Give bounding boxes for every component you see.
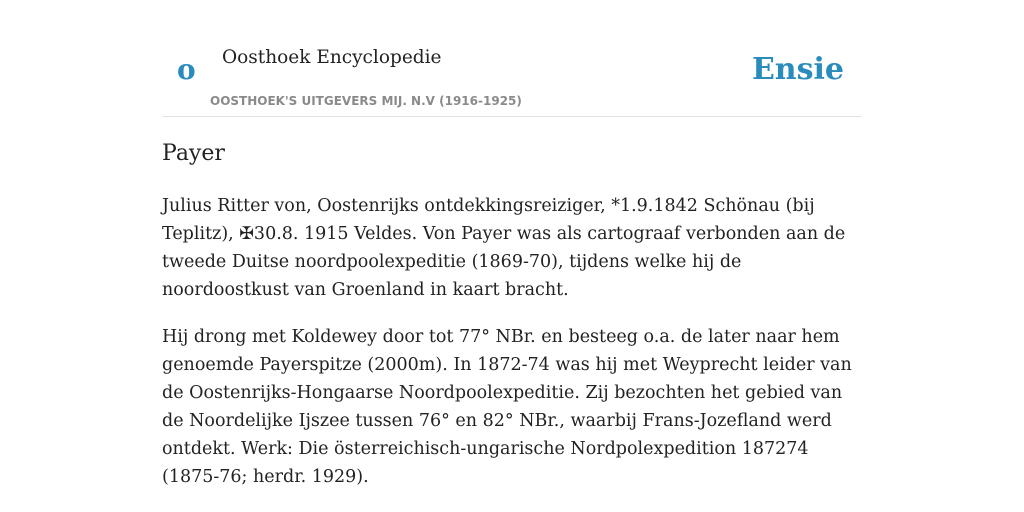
- logo-icon[interactable]: o: [177, 53, 196, 86]
- entry-body: [162, 192, 862, 510]
- entry-paragraph-1: Julius Ritter von, Oostenrijks ontdekkingsreiziger, *1.9.1842 Schönau (bij Teplitz), ✠30.8. 1915 Veldes. Von Payer was als cartograaf verbonden aan de tweede Duitse noordpoolexpeditie (1869-70), tijdens welke hij de noordoostkust van Groenland in kaart bracht.: [162, 196, 846, 300]
- site-title-link[interactable]: Oosthoek Encyclopedie: [222, 47, 442, 68]
- publisher-subtitle: OOSTHOEK'S UITGEVERS MIJ. N.V (1916-1925): [210, 94, 522, 108]
- entry-title: Payer: [162, 141, 225, 166]
- brand-logo[interactable]: Ensie: [751, 52, 844, 87]
- site-header: [162, 0, 862, 117]
- entry-paragraph-2: Hij drong met Koldewey door tot 77° NBr. en besteeg o.a. de later naar hem genoemde Payerspitze (2000m). In 1872-74 was hij met Weyprecht leider van de Oostenrijks-Hongaarse Noordpoolexpeditie. Zij bezochten het gebied van de Noordelijke Ijszee tussen 76° en 82° NBr., waarbij Frans-Jozefland werd ontdekt. Werk: Die österreichisch-ungarische Nordpolexpedition 187274 (1875-76; herdr. 1929).: [162, 327, 852, 487]
